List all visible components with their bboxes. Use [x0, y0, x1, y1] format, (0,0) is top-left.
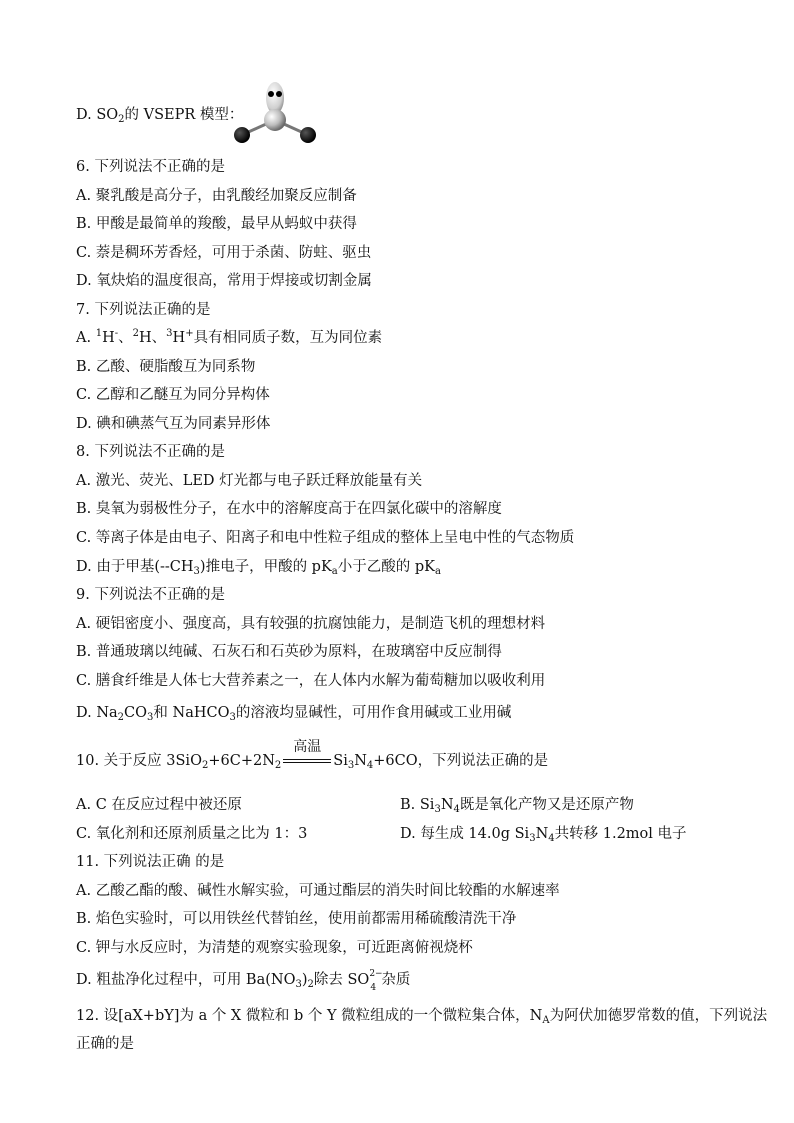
q6-stem: 6. 下列说法不正确的是 [76, 159, 225, 175]
q8-stem: 8. 下列说法不正确的是 [76, 444, 225, 460]
so2-vsepr-model-image [230, 78, 320, 150]
q8-option-b: B. 臭氧为弱极性分子，在水中的溶解度高于在四氯化碳中的溶解度 [76, 501, 502, 517]
q8-option-c: C. 等离子体是由电子、阳离子和电中性粒子组成的整体上呈电中性的气态物质 [76, 530, 575, 546]
q6-option-a: A. 聚乳酸是高分子，由乳酸经加聚反应制备 [76, 188, 357, 204]
q9-stem: 9. 下列说法不正确的是 [76, 587, 225, 603]
q12-stem-line2: 正确的是 [76, 1036, 134, 1052]
q10-option-c: C. 氧化剂和还原剂质量之比为 1：3 [76, 826, 308, 842]
q11-option-b: B. 焰色实验时，可以用铁丝代替铂丝，使用前都需用稀硫酸清洗干净 [76, 911, 517, 927]
q11-option-c: C. 钾与水反应时，为清楚的观察实验现象，可近距离俯视烧杯 [76, 940, 473, 956]
q7-option-b: B. 乙酸、硬脂酸互为同系物 [76, 359, 256, 375]
q10-stem: 10. 关于反应 $3SiO_2+6C+2N_2$ 高温 $Si_3N_4+6CO$，下列说法正确的是 [76, 739, 549, 771]
q9-option-c: C. 膳食纤维是人体七大营养素之一，在人体内水解为葡萄糖加以吸收利用 [76, 673, 546, 689]
reaction-equals-sign [281, 739, 333, 770]
q11-stem: 11. 下列说法正确 的是 [76, 854, 225, 870]
q11-option-d: D. 粗盐净化过程中，可用 $Ba(NO_3)_2$除去 SO 2− 4 杂质 [76, 969, 411, 993]
q10-option-b: B. $Si_3N_4$既是氧化产物又是还原产物 [400, 797, 634, 815]
q6-option-d: D. 氧炔焰的温度很高，常用于焊接或切割金属 [76, 273, 372, 289]
q9-option-a: A. 硬铝密度小、强度高，具有较强的抗腐蚀能力，是制造飞机的理想材料 [76, 616, 546, 632]
q9-option-d: D. $Na_2CO_3$和 NaHCO$_3$的溶液均显碱性，可用作食用碱或工业用碱 [76, 705, 512, 723]
q7-option-c: C. 乙醇和乙醚互为同分异构体 [76, 387, 270, 403]
q10-option-a: A. C 在反应过程中被还原 [76, 797, 242, 813]
q11-option-a: A. 乙酸乙酯的酸、碱性水解实验，可通过酯层的消失时间比较酯的水解速率 [76, 883, 560, 899]
q9-option-b: B. 普通玻璃以纯碱、石灰石和石英砂为原料，在玻璃窑中反应制得 [76, 644, 502, 660]
q12-stem-line1: 12. 设[aX+bY]为 a 个 X 微粒和 b 个 Y 微粒组成的一个微粒集合体，$N_A$为阿伏加德罗常数的值，下列说法 [76, 1008, 768, 1026]
reaction-condition: 高温 [293, 739, 322, 755]
q7-option-a: A. $^1$H-、$^2$H、$^3$H+具有相同质子数，互为同位素 [76, 328, 383, 346]
q7-option-d: D. 碘和碘蒸气互为同素异形体 [76, 416, 271, 432]
q8-option-a: A. 激光、荧光、LED 灯光都与电子跃迁释放能量有关 [76, 473, 423, 489]
q6-option-c: C. 萘是稠环芳香烃，可用于杀菌、防蛀、驱虫 [76, 245, 372, 261]
q7-stem: 7. 下列说法正确的是 [76, 302, 211, 318]
q5-option-d: D. $SO_2$的 VSEPR 模型： [76, 107, 244, 125]
q10-option-d: D. 每生成 14.0g $Si_3N_4$共转移 1.2mol 电子 [400, 826, 687, 844]
q6-option-b: B. 甲酸是最简单的羧酸，最早从蚂蚁中获得 [76, 216, 357, 232]
q8-option-d: D. 由于甲基$(--CH_3)$推电子，甲酸的 $pK_a$小于乙酸的 $pK_a$ [76, 559, 441, 577]
